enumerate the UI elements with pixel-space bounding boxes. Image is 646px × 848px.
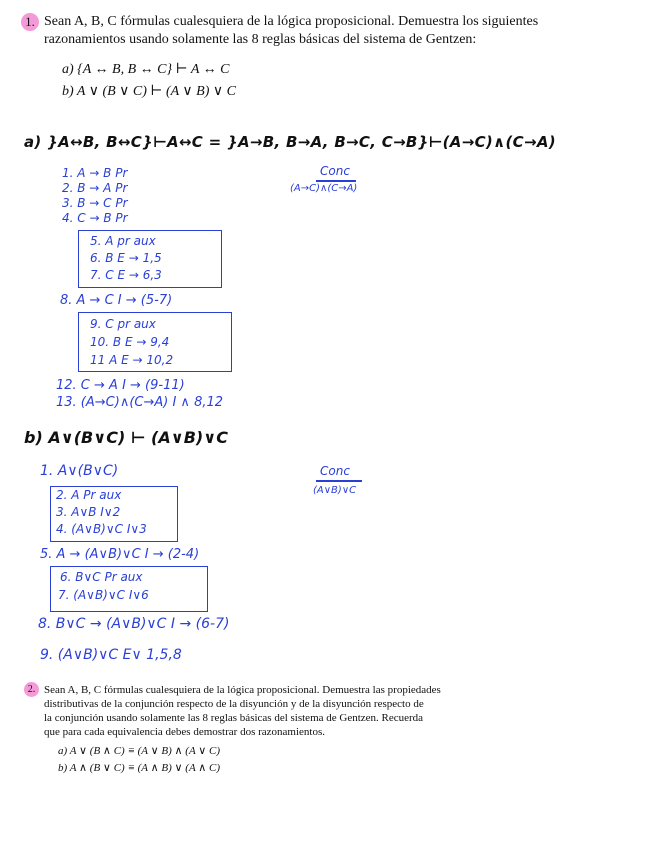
proof-line: 1. A → B Pr	[62, 166, 128, 180]
question-text: la conjunción usando solamente las 8 reglas básicas del sistema de Gentzen. Recuerda	[44, 712, 424, 724]
proof-line: 4. C → B Pr	[62, 211, 128, 225]
proof-line: 3. B → C Pr	[62, 196, 128, 210]
proof-line: 7. (A∨B)∨C I∨6	[58, 588, 149, 602]
conclusion-label: Conc	[320, 464, 350, 478]
proof-line: 11 A E → 10,2	[90, 353, 174, 367]
proof-line: 12. C → A I → (9-11)	[56, 378, 185, 393]
question-text: que para cada equivalencia debes demostrar dos razonamientos.	[44, 726, 325, 738]
conclusion-underline	[316, 480, 362, 482]
proof-line: 4. (A∨B)∨C I∨3	[56, 522, 147, 536]
proof-line: 10. B E → 9,4	[90, 335, 170, 349]
conclusion-formula: (A∨B)∨C	[313, 485, 357, 496]
question-text: Sean A, B, C fórmulas cualesquiera de la lógica proposicional. Demuestra las propiedades	[44, 684, 441, 696]
proof-line: 9. (A∨B)∨C E∨ 1,5,8	[40, 647, 182, 663]
exercise-item: a) A ∨ (B ∧ C) ≡ (A ∨ B) ∧ (A ∨ C)	[58, 745, 221, 757]
question-text: Sean A, B, C fórmulas cualesquiera de la lógica proposicional. Demuestra los siguientes	[44, 14, 539, 29]
proof-line: 8. B∨C → (A∨B)∨C I → (6-7)	[38, 616, 230, 632]
proof-line: 5. A → (A∨B)∨C I → (2-4)	[40, 547, 200, 562]
exercise-item: a) {A ↔ B, B ↔ C} ⊢ A ↔ C	[62, 62, 230, 77]
solution-b-header: b) A∨(B∨C) ⊢ (A∨B)∨C	[24, 428, 228, 447]
proof-line: 6. B E → 1,5	[90, 251, 162, 265]
conclusion-label: Conc	[320, 164, 350, 178]
proof-line: 8. A → C I → (5-7)	[60, 293, 173, 308]
question-text: distributivas de la conjunción respecto de la disyunción y de la disyunción respecto de	[44, 698, 424, 710]
conclusion-formula: (A→C)∧(C→A)	[290, 183, 358, 194]
conclusion-underline	[316, 180, 356, 182]
proof-line: 13. (A→C)∧(C→A) I ∧ 8,12	[56, 395, 224, 410]
question-number-badge: 1.	[21, 13, 39, 31]
exercise-item: b) A ∧ (B ∨ C) ≡ (A ∧ B) ∨ (A ∧ C)	[58, 762, 221, 774]
proof-line: 1. A∨(B∨C)	[40, 463, 119, 479]
exercise-item: b) A ∨ (B ∨ C) ⊢ (A ∨ B) ∨ C	[62, 84, 236, 99]
proof-line: 6. B∨C Pr aux	[60, 570, 143, 584]
proof-line: 2. B → A Pr	[62, 181, 128, 195]
proof-line: 7. C E → 6,3	[90, 268, 162, 282]
proof-line: 2. A Pr aux	[56, 488, 122, 502]
solution-a-header: a) }A↔B, B↔C}⊢A↔C = }A→B, B→A, B→C, C→B}⊢(A→C)∧(C→A)	[24, 133, 556, 151]
question-text: razonamientos usando solamente las 8 reglas básicas del sistema de Gentzen:	[44, 32, 477, 47]
question-number-badge: 2.	[24, 682, 39, 697]
proof-line: 9. C pr aux	[90, 317, 156, 331]
proof-line: 5. A pr aux	[90, 234, 156, 248]
proof-line: 3. A∨B I∨2	[56, 505, 121, 519]
